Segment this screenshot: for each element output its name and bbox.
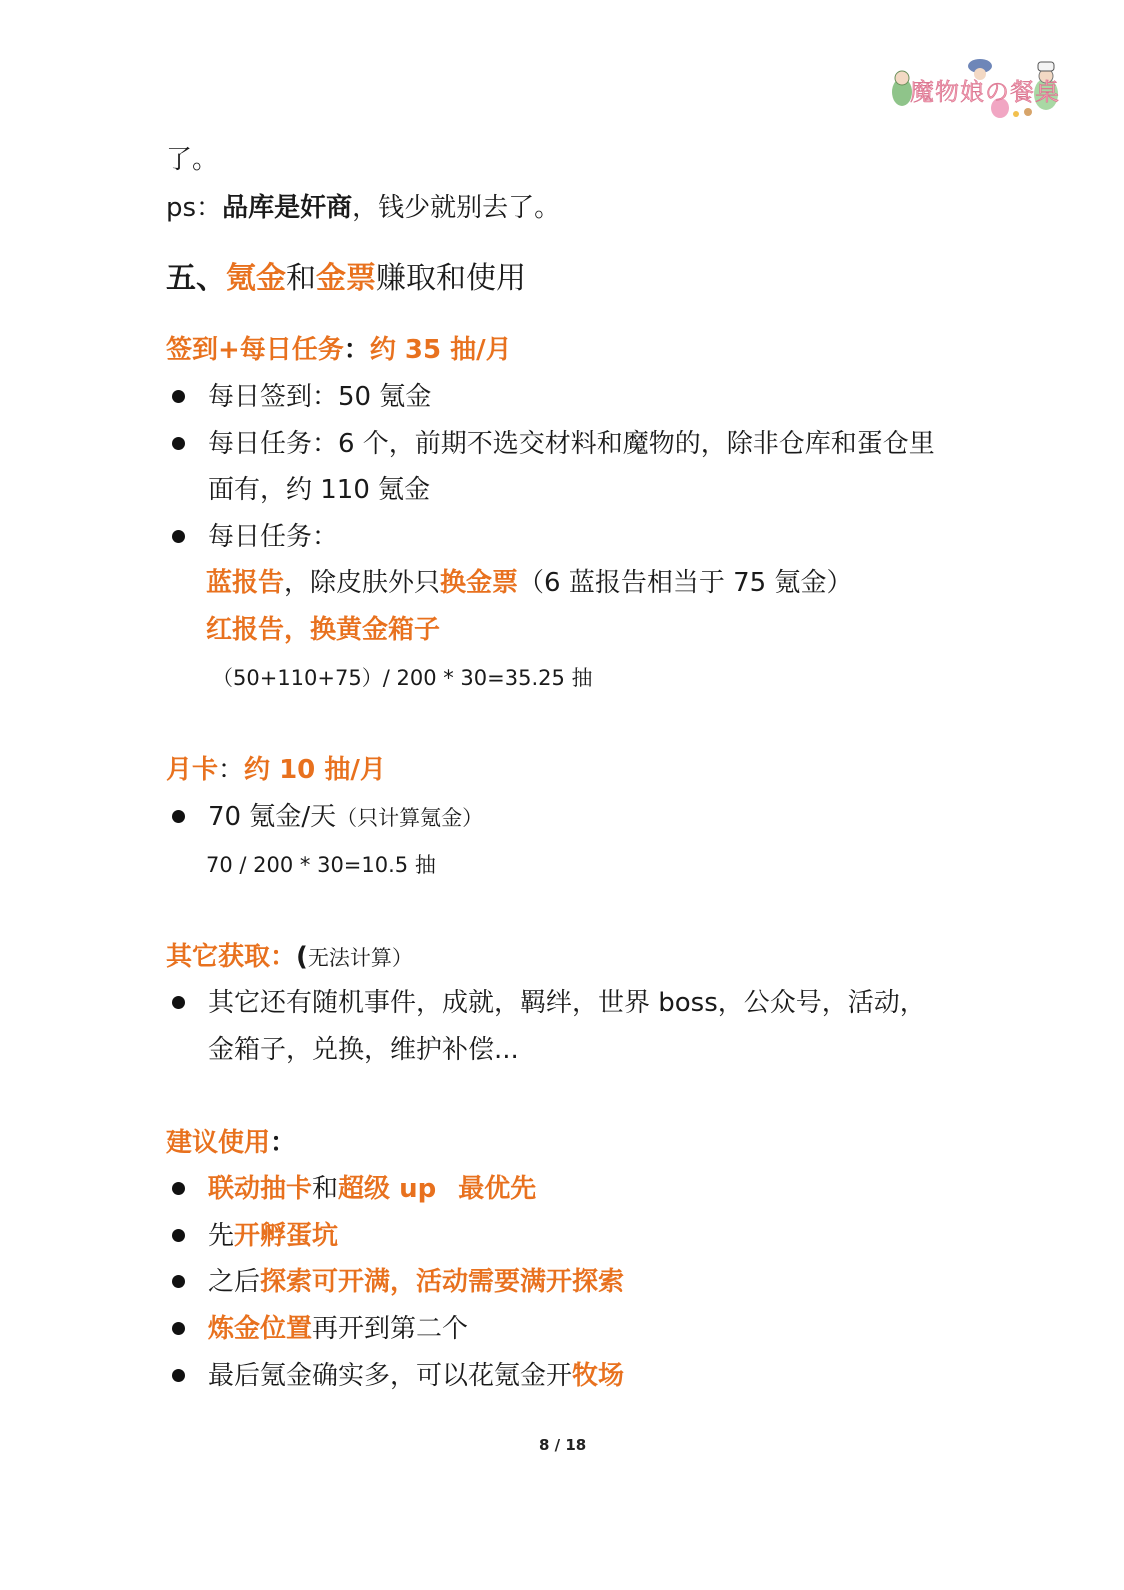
advice-item-4: 炼金位置再开到第二个 — [208, 1314, 469, 1344]
list-item-other: 其它还有随机事件，成就，羁绊，世界 boss，公众号，活动， — [208, 988, 926, 1018]
bullet-icon — [172, 437, 185, 450]
bullet-icon — [172, 1322, 185, 1335]
page-number: 8 / 18 — [539, 1436, 587, 1454]
bullet-icon — [172, 1369, 185, 1382]
bullet-icon — [172, 530, 185, 543]
advice-item-2: 先开孵蛋坑 — [208, 1221, 339, 1251]
brand-logo — [888, 56, 1068, 122]
intro-line: 了。 — [166, 145, 219, 175]
list-item-daily-1-cont: 面有，约 110 氪金 — [208, 475, 431, 505]
ps-bold: 品库是奸商 — [222, 193, 353, 223]
advice-heading: 建议使用： — [166, 1128, 297, 1158]
section-heading — [166, 260, 526, 298]
list-item-signin: 每日签到：50 氪金 — [208, 382, 432, 412]
logo-text: 魔物娘の餐桌 — [910, 78, 1060, 106]
ps-rest: ，钱少就别去了。 — [352, 193, 561, 223]
blue-report-line: 蓝报告，除皮肤外只换金票（6 蓝报告相当于 75 氪金） — [206, 568, 853, 598]
signin-formula: （50+110+75）/ 200 * 30=35.25 抽 — [212, 666, 593, 690]
bullet-icon — [172, 1182, 185, 1195]
monthly-heading: 月卡：约 10 抽/月 — [166, 755, 386, 785]
ps-line — [166, 192, 560, 224]
list-item-daily-2: 每日任务： — [208, 522, 339, 552]
list-item-daily-1: 每日任务：6 个，前期不选交材料和魔物的，除非仓库和蛋仓里 — [208, 429, 935, 459]
bullet-icon — [172, 390, 185, 403]
bullet-icon — [172, 810, 185, 823]
red-report-line: 红报告，换黄金箱子 — [206, 615, 441, 645]
heading-term-krypton: 氪金 — [226, 261, 286, 296]
bullet-icon — [172, 996, 185, 1009]
list-item-monthly: 70 氪金/天（只计算氪金） — [208, 802, 484, 832]
section-number: 五、 — [166, 261, 226, 296]
advice-item-1: 联动抽卡和超级 up 最优先 — [208, 1174, 537, 1204]
bullet-icon — [172, 1229, 185, 1242]
heading-term-gold-ticket: 金票 — [316, 261, 376, 296]
advice-item-3: 之后探索可开满，活动需要满开探索 — [208, 1267, 625, 1297]
advice-item-5: 最后氪金确实多，可以花氪金开牧场 — [208, 1361, 625, 1391]
list-item-other-cont: 金箱子，兑换，维护补偿... — [208, 1035, 519, 1065]
ps-prefix: ps： — [166, 193, 223, 223]
monthly-formula: 70 / 200 * 30=10.5 抽 — [206, 853, 436, 877]
bullet-icon — [172, 1275, 185, 1288]
signin-heading: 签到+每日任务：约 35 抽/月 — [166, 335, 512, 365]
other-heading: 其它获取：(无法计算） — [166, 942, 413, 972]
heading-and: 和 — [286, 261, 316, 296]
heading-rest: 赚取和使用 — [376, 261, 526, 296]
